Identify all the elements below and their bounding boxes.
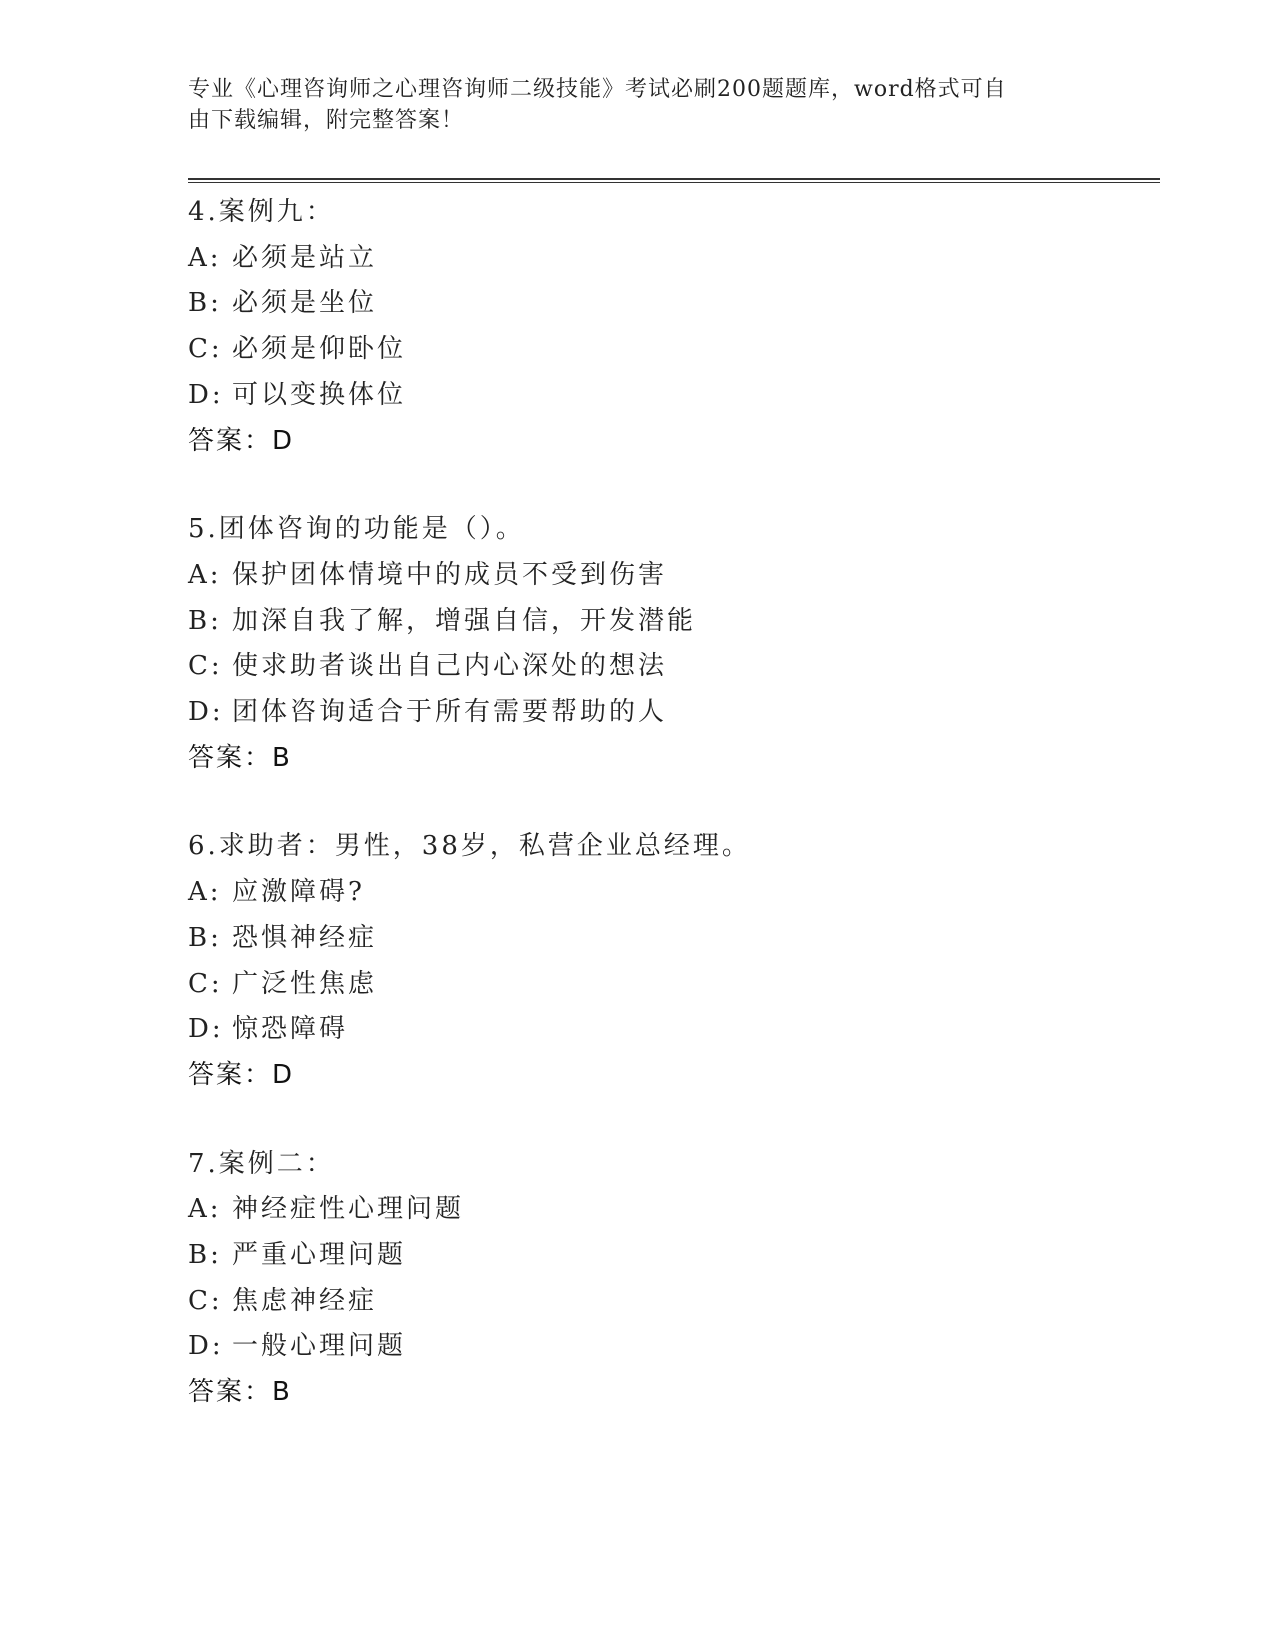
question-block — [188, 507, 1148, 781]
option-a — [188, 553, 1148, 599]
option-text: 神经症性心理问题 — [232, 1194, 465, 1225]
option-c — [188, 327, 1148, 373]
option-text: 保护团体情境中的成员不受到伤害 — [232, 559, 668, 590]
option-letter: D: — [188, 1014, 224, 1045]
option-letter: D: — [188, 379, 224, 410]
header-divider — [188, 178, 1160, 180]
option-c — [188, 962, 1148, 1008]
option-d — [188, 1324, 1148, 1370]
option-b — [188, 281, 1148, 327]
option-text: 焦虑神经症 — [232, 1285, 378, 1316]
option-d — [188, 373, 1148, 419]
question-stem: 7.案例二： — [188, 1148, 335, 1179]
option-letter: C: — [188, 968, 223, 999]
question-list — [188, 190, 1148, 1459]
option-c — [188, 644, 1148, 690]
option-text: 使求助者谈出自己内心深处的想法 — [232, 651, 668, 682]
option-text: 必须是站立 — [232, 242, 378, 273]
option-letter: B: — [188, 605, 222, 636]
option-text: 必须是仰卧位 — [232, 334, 407, 365]
answer-label: 答案：B — [188, 742, 292, 773]
option-d — [188, 690, 1148, 736]
option-letter: C: — [188, 1285, 223, 1316]
header-line-2: 由下载编辑，附完整答案！ — [188, 108, 465, 133]
option-text: 恐惧神经症 — [232, 922, 378, 953]
answer-label: 答案：B — [188, 1377, 292, 1408]
question-stem: 4.案例九： — [188, 197, 335, 227]
option-letter: D: — [188, 1331, 224, 1362]
document-header — [188, 74, 1068, 136]
option-text: 一般心理问题 — [232, 1331, 407, 1362]
option-a — [188, 236, 1148, 282]
option-b — [188, 599, 1148, 645]
question-block — [188, 190, 1148, 464]
option-letter: D: — [188, 697, 224, 728]
option-b — [188, 1233, 1148, 1279]
option-text: 惊恐障碍 — [232, 1014, 349, 1045]
answer-label: 答案：D — [188, 1059, 295, 1090]
option-text: 团体咨询适合于所有需要帮助的人 — [232, 697, 668, 728]
option-letter: C: — [188, 651, 223, 682]
question-block — [188, 1142, 1148, 1416]
option-letter: B: — [188, 1240, 222, 1271]
question-block — [188, 824, 1148, 1098]
question-stem: 5.团体咨询的功能是（）。 — [188, 514, 525, 545]
option-letter: C: — [188, 334, 223, 365]
option-text: 加深自我了解，增强自信，开发潜能 — [232, 605, 697, 636]
option-letter: B: — [188, 922, 222, 953]
option-letter: B: — [188, 288, 222, 319]
option-letter: A: — [188, 877, 222, 908]
answer-label: 答案：D — [188, 425, 295, 456]
option-text: 广泛性焦虑 — [232, 968, 378, 999]
option-text: 严重心理问题 — [232, 1240, 407, 1271]
option-letter: A: — [188, 242, 222, 273]
option-c — [188, 1279, 1148, 1325]
header-line-1: 专业《心理咨询师之心理咨询师二级技能》考试必刷200题题库，word格式可自 — [188, 77, 1007, 102]
option-text: 可以变换体位 — [232, 379, 407, 410]
question-stem: 6.求助者：男性，38岁，私营企业总经理。 — [188, 831, 751, 862]
option-text: 应激障碍? — [232, 877, 365, 908]
option-letter: A: — [188, 1194, 222, 1225]
option-text: 必须是坐位 — [232, 288, 378, 319]
option-letter: A: — [188, 559, 222, 590]
header-divider-thin — [188, 182, 1160, 183]
option-d — [188, 1007, 1148, 1053]
option-a — [188, 1187, 1148, 1233]
option-a — [188, 870, 1148, 916]
option-b — [188, 916, 1148, 962]
